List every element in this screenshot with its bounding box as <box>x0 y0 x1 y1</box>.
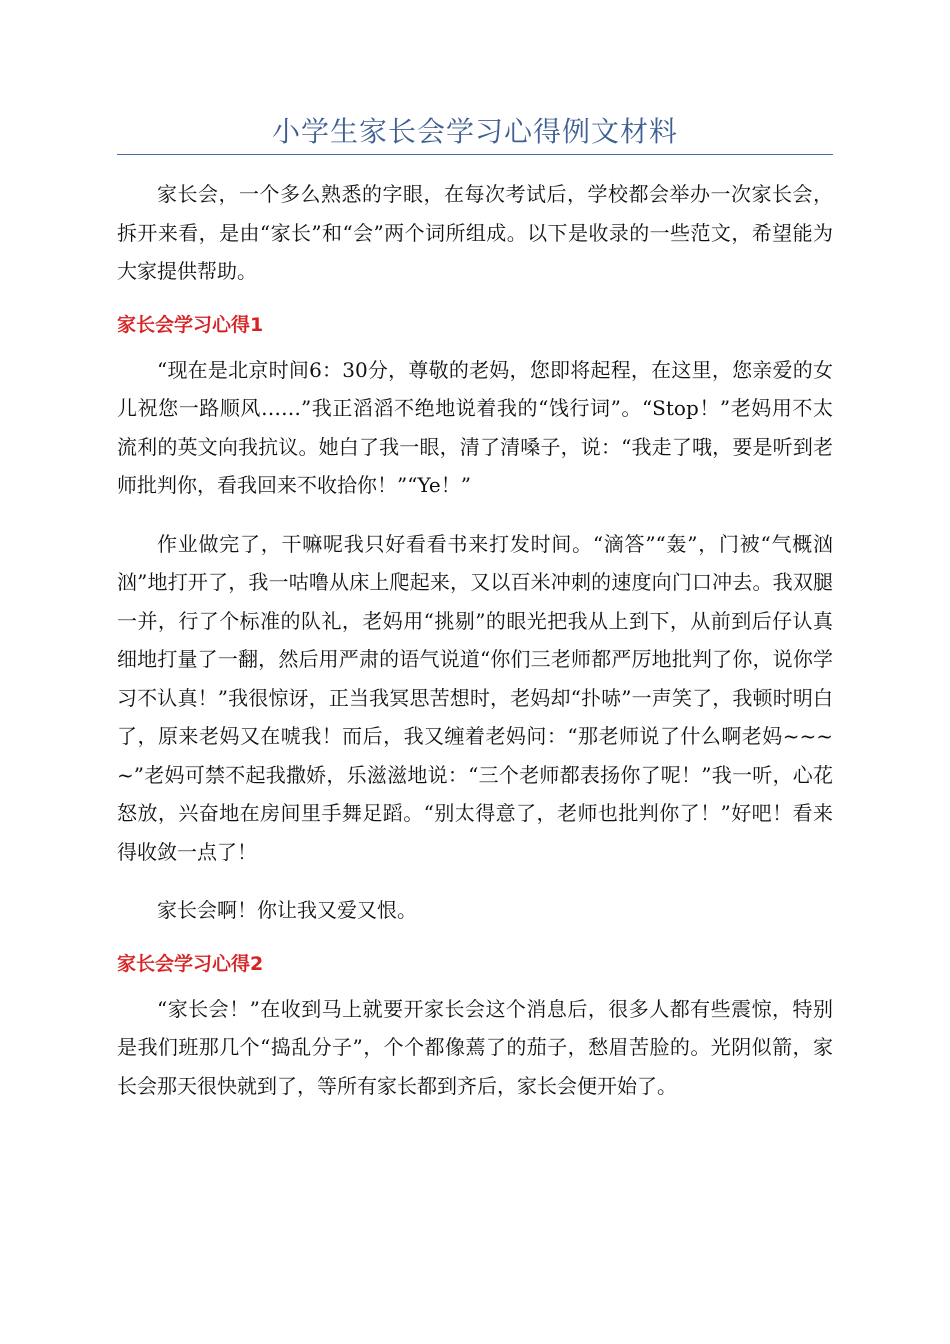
document-title: 小学生家长会学习心得例文材料 <box>271 115 678 148</box>
section-heading-1: 家长会学习心得1 <box>117 313 264 336</box>
document-body <box>117 175 833 1105</box>
title-underline <box>117 154 833 155</box>
section-1-paragraph-3: 家长会啊！你让我又爱又恨。 <box>157 898 417 922</box>
section-heading-2: 家长会学习心得2 <box>117 952 264 975</box>
intro-paragraph: 家长会，一个多么熟悉的字眼，在每次考试后，学校都会举办一次家长会，拆开来看，是由“家长”和“会”两个词所组成。以下是收录的一些范文，希望能为大家提供帮助。 <box>117 182 833 283</box>
section-2-paragraph-1: “家长会！”在收到马上就要开家长会这个消息后，很多人都有些震惊，特别是我们班那几个“捣乱分子”，个个都像蔫了的茄子，愁眉苦脸的。光阴似箭，家长会那天很快就到了，等所有家长都到齐后，家长会便开始了。 <box>117 996 833 1098</box>
section-1-paragraph-1: “现在是北京时间6：30分，尊敬的老妈，您即将起程，在这里，您亲爱的女儿祝您一路顺风……”我正滔滔不绝地说着我的“饯行词”。“Stop！”老妈用不太流利的英文向我抗议。她白了我一眼，清了清嗓子，说：“我走了哦，要是听到老师批判你，看我回来不收拾你！”“Ye！” <box>117 357 833 497</box>
section-1-paragraph-2: 作业做完了，干嘛呢我只好看看书来打发时间。“滴答”“轰”，门被“气概汹汹”地打开了，我一咕噜从床上爬起来，又以百米冲刺的速度向门口冲去。我双腿一并，行了个标准的队礼，老妈用“挑剔”的眼光把我从上到下，从前到后仔认真细地打量了一翻，然后用严肃的语气说道“你们三老师都严厉地批判了你，说你学习不认真！”我很惊讶，正当我冥思苦想时，老妈却“扑哧”一声笑了，我顿时明白了，原来老妈又在唬我！而后，我又缠着老妈问：“那老师说了什么啊老妈~~~~”老妈可禁不起我撒娇，乐滋滋地说：“三个老师都表扬你了呢！”我一听，心花怒放，兴奋地在房间里手舞足蹈。“别太得意了，老师也批判你了！”好吧！看来得收敛一点了！ <box>117 531 833 864</box>
